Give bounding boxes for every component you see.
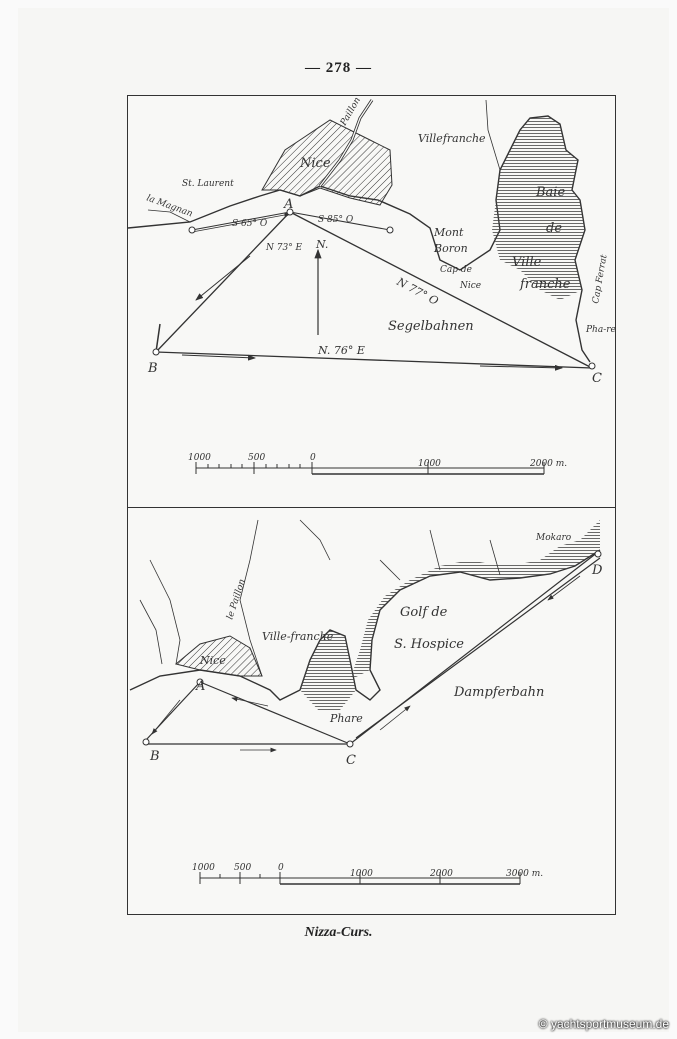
scale-bottom-tick-5: 3000 m.	[506, 869, 544, 879]
label-nice-bottom: Nice	[200, 654, 226, 667]
point-c-marker	[589, 363, 595, 369]
label-golf-de: Golf de	[400, 605, 448, 620]
page-number: — 278 —	[305, 60, 372, 76]
course-arrow-b	[196, 256, 250, 300]
label-ville: Ville	[512, 255, 542, 270]
label-hospice: S. Hospice	[394, 637, 464, 652]
golf-water	[350, 520, 600, 680]
course-b-c	[156, 352, 592, 368]
label-point-b-bottom: B	[150, 749, 160, 764]
scale-bottom-tick-3: 1000	[350, 869, 373, 879]
label-de: de	[546, 221, 563, 236]
bearing-n73e: N 73° E	[266, 243, 303, 253]
label-cap-ferrat: Cap Ferrat	[591, 253, 610, 305]
scale-top-tick-3: 1000	[418, 459, 441, 469]
scale-top-tick-4: 2000 m.	[530, 459, 568, 469]
label-st-laurent: St. Laurent	[182, 179, 234, 189]
bearing-s65o: S 65° O	[232, 219, 268, 229]
scale-top-tick-2: 0	[310, 453, 316, 463]
top-map	[128, 96, 616, 474]
label-phare-bottom: Phare	[330, 712, 363, 725]
label-cap-de: Cap de	[440, 265, 472, 275]
label-dampferbahn: Dampferbahn	[454, 685, 545, 700]
bearing-n77o: N 77° O	[394, 275, 441, 308]
scale-bar-top	[188, 453, 567, 474]
watermark-credit: © yachtsportmuseum.de	[538, 1017, 669, 1031]
scale-top-tick-0: 1000	[188, 453, 211, 463]
label-mokaro: Mokaro	[536, 533, 572, 543]
point-b-marker	[153, 349, 159, 355]
label-point-a-bottom: A	[196, 679, 206, 694]
label-point-d-bottom: D	[592, 563, 603, 578]
figure-caption: Nizza-Curs.	[304, 925, 373, 940]
label-phare-top: Pha-re	[586, 325, 616, 335]
label-le-paillon: le Paillon	[225, 577, 248, 621]
bottom-map	[130, 520, 603, 884]
label-villefranche-top: Villefranche	[418, 132, 486, 145]
bearing-s85o: S 85° O	[318, 215, 354, 225]
label-nice-cap: Nice	[460, 281, 482, 291]
bearing-n76e: N. 76° E	[318, 344, 365, 357]
label-boron: Boron	[434, 242, 468, 255]
label-la-magnan: la Magnan	[144, 193, 194, 220]
label-segelbahnen: Segelbahnen	[388, 319, 474, 334]
scale-bottom-tick-2: 0	[278, 863, 284, 873]
label-franche: franche	[520, 277, 571, 292]
baie-water	[492, 116, 585, 300]
scale-bottom-tick-1: 500	[234, 863, 252, 873]
label-nice-top: Nice	[300, 156, 331, 171]
label-point-a-top: A	[284, 197, 294, 212]
label-point-c-top: C	[592, 371, 602, 386]
scale-bottom-tick-4: 2000	[430, 869, 453, 879]
scale-top-tick-1: 500	[248, 453, 266, 463]
label-paillon: Paillon	[338, 95, 364, 128]
label-baie: Baie	[536, 185, 566, 200]
scale-bottom-tick-0: 1000	[192, 863, 215, 873]
label-point-b-top: B	[148, 361, 158, 376]
course-b-a	[156, 212, 290, 352]
bearing-north: N.	[316, 238, 329, 251]
label-villefranche-bottom: Ville-franche	[262, 630, 334, 643]
label-point-c-bottom: C	[346, 753, 356, 768]
scale-bar-bottom	[192, 863, 543, 884]
label-mont: Mont	[434, 226, 464, 239]
